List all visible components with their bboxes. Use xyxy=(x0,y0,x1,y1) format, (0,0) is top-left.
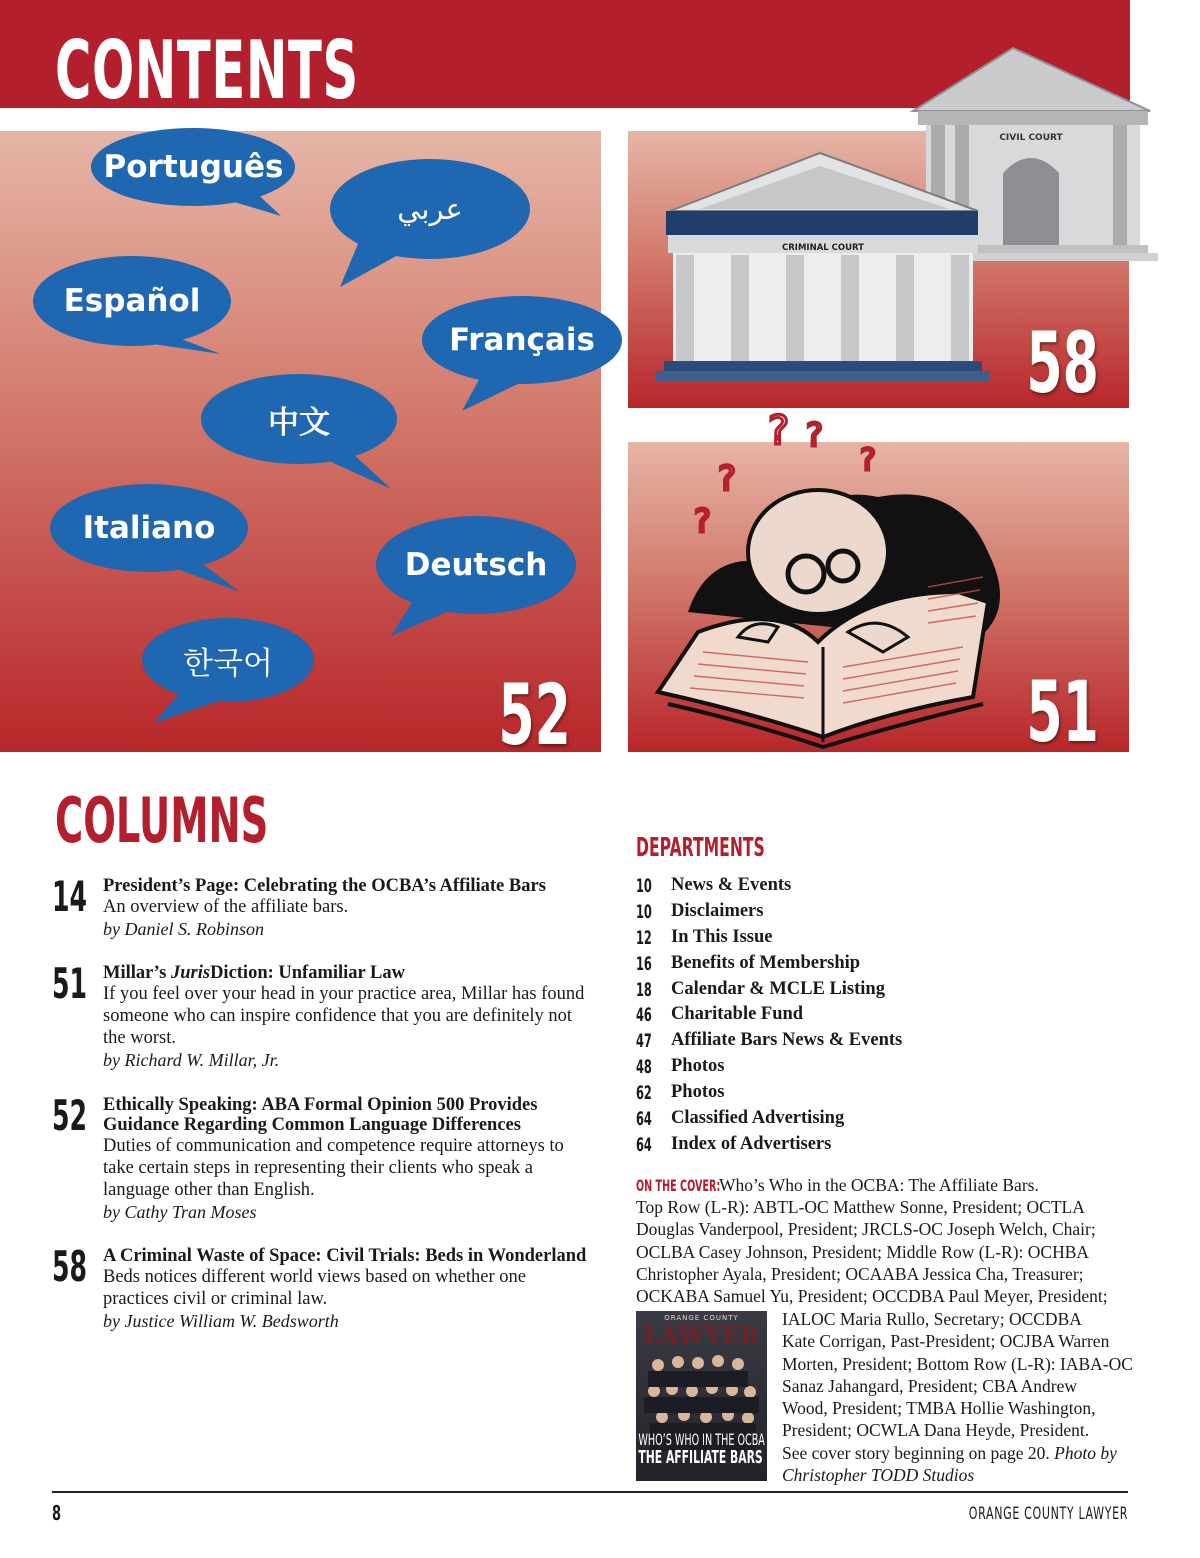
on-the-cover-label: ON THE COVER: xyxy=(636,1176,721,1195)
column-author: by Justice William W. Bedsworth xyxy=(103,1311,339,1331)
department-item[interactable]: 10 Disclaimers xyxy=(636,900,764,923)
footer-divider xyxy=(52,1491,1128,1493)
column-title: A Criminal Waste of Space: Civil Trials: Beds in Wonderland xyxy=(103,1246,587,1266)
speech-bubble-german: Deutsch xyxy=(376,516,576,614)
department-item[interactable]: 64 Classified Advertising xyxy=(636,1108,845,1131)
photo-label: Photo by xyxy=(1054,1442,1117,1463)
page-number-52: 52 xyxy=(498,666,571,764)
column-description: Beds notices different world views based on whether one practices civil or criminal law. xyxy=(103,1267,526,1309)
department-item[interactable]: 48 Photos xyxy=(636,1056,725,1079)
speech-bubble-portuguese: Português xyxy=(91,128,296,206)
department-item[interactable]: 62 Photos xyxy=(636,1082,725,1105)
speech-bubble-korean: 한국어 xyxy=(142,618,314,702)
department-item[interactable]: 12 In This Issue xyxy=(636,926,773,949)
departments-list xyxy=(636,873,1116,1158)
column-page-number: 52 xyxy=(52,1091,88,1140)
page-number-51: 51 xyxy=(1026,663,1099,761)
civil-court-sign: CIVIL COURT xyxy=(999,133,1063,143)
departments-heading: DEPARTMENTS xyxy=(636,833,765,863)
thumbnail-title-line1: WHO’S WHO IN THE OCBA xyxy=(638,1430,765,1449)
cover-story-reference: See cover story beginning on page 20. xyxy=(782,1442,1050,1463)
svg-text:?: ? xyxy=(806,416,823,454)
criminal-court-sign: CRIMINAL COURT xyxy=(782,243,864,253)
column-page-number: 58 xyxy=(52,1242,88,1291)
columns-heading: COLUMNS xyxy=(55,784,269,857)
svg-text:?: ? xyxy=(768,408,790,454)
book-illustration xyxy=(628,408,1129,761)
column-author: by Daniel S. Robinson xyxy=(103,919,264,939)
department-item[interactable]: 16 Benefits of Membership xyxy=(636,952,861,975)
speech-bubble-arabic: عربي xyxy=(330,159,530,259)
column-description: If you feel over your head in your practice area, Millar has found someone who can inspire confidence that you are definitely not the worst. xyxy=(103,984,585,1048)
thumbnail-masthead: ORANGE COUNTY xyxy=(664,1314,739,1322)
page-title: CONTENTS xyxy=(55,24,359,117)
svg-text:?: ? xyxy=(694,502,711,540)
department-item[interactable]: 18 Calendar & MCLE Listing xyxy=(636,978,885,1001)
column-page-number: 51 xyxy=(52,959,88,1008)
column-title: Millar’s JurisDiction: Unfamiliar Law xyxy=(103,963,405,983)
cover-thumbnail[interactable] xyxy=(636,1311,767,1481)
column-description: An overview of the affiliate bars. xyxy=(103,897,349,917)
courts-illustration xyxy=(628,131,1129,412)
thumbnail-title-line2: THE AFFILIATE BARS xyxy=(638,1447,763,1468)
languages-illustration xyxy=(0,131,601,764)
department-item[interactable]: 46 Charitable Fund xyxy=(636,1004,804,1027)
speech-bubble-italian: Italiano xyxy=(50,484,248,572)
publication-name: ORANGE COUNTY LAWYER xyxy=(968,1504,1128,1524)
cover-caption-narrow: IALOC Maria Rullo, Secretary; OCCDBA Kate Corrigan, Past-President; OCJBA Warren Morten, President; Bottom Row (L-R): IABA-OC Sanaz Jahangard, President; CBA Andrew Wood, President; TMBA Hollie Washington, President; OCWLA Dana Heyde, President. See cover story beginning on page 20. Photo by Christopher TODD Studios xyxy=(782,1309,1133,1486)
speech-bubble-chinese: 中文 xyxy=(201,374,397,464)
thumbnail-brand: LAWYER xyxy=(643,1321,760,1350)
cover-headline: Who’s Who in the OCBA: The Affiliate Bars. xyxy=(719,1175,1039,1195)
column-page-number: 14 xyxy=(52,872,88,921)
svg-text:?: ? xyxy=(718,459,737,499)
column-description: Duties of communication and competence require attorneys to take certain steps in representing their clients who speak a language other than English. xyxy=(103,1136,564,1200)
photo-credit: Christopher TODD Studios xyxy=(782,1465,975,1486)
speech-bubble-spanish: Español xyxy=(33,256,231,346)
cover-caption-wide: Top Row (L-R): ABTL-OC Matthew Sonne, President; OCTLA Douglas Vanderpool, President; JRCLS-OC Joseph Welch, Chair; OCLBA Casey Johnson, President; Middle Row (L-R): OCHBA Christopher Ayala, President; OCAABA Jessica Cha, Treasurer; OCKABA Samuel Yu, President; OCCDBA Paul Meyer, President; xyxy=(636,1197,1108,1307)
page-number: 8 xyxy=(52,1501,62,1525)
svg-text:?: ? xyxy=(860,443,876,478)
department-item[interactable]: 47 Affiliate Bars News & Events xyxy=(636,1030,903,1053)
speech-bubble-french: Français xyxy=(422,296,622,384)
page-number-58: 58 xyxy=(1026,314,1099,412)
column-title: President’s Page: Celebrating the OCBA’s Affiliate Bars xyxy=(103,876,546,896)
column-title: Ethically Speaking: ABA Formal Opinion 500 Provides Guidance Regarding Common Language Differences xyxy=(103,1095,538,1135)
column-author: by Richard W. Millar, Jr. xyxy=(103,1050,280,1070)
column-author: by Cathy Tran Moses xyxy=(103,1202,257,1222)
department-item[interactable]: 64 Index of Advertisers xyxy=(636,1133,832,1156)
department-item[interactable]: 10 News & Events xyxy=(636,875,792,897)
